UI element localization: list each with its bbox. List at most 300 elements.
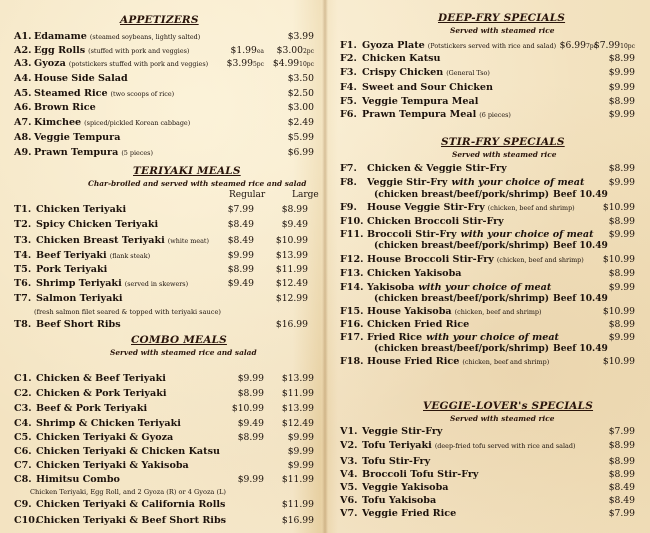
price-large (276, 263, 308, 276)
item-name-text: Sweet and Sour Chicken (362, 82, 493, 93)
meat-choice-line (374, 240, 606, 252)
item-code: F13. (340, 268, 364, 279)
menu-item (340, 162, 635, 175)
price-large (282, 514, 314, 527)
menu-item (14, 249, 314, 262)
price-large-value: $12.49 (281, 418, 314, 429)
item-name (367, 215, 507, 229)
meat-choice-text: (chicken breast/beef/pork/shrimp) (374, 189, 550, 200)
menu-item (14, 402, 314, 415)
item-name-text: Broccoli Tofu Stir-Fry (362, 469, 479, 480)
meat-choice-line (374, 293, 606, 305)
item-price (609, 318, 635, 331)
menu-item (340, 318, 635, 331)
item-price (594, 39, 635, 53)
price-large (288, 459, 314, 472)
price-regular-value: $8.99 (227, 264, 254, 275)
menu-item (340, 425, 635, 438)
item-name (362, 468, 481, 482)
menu-item (14, 87, 314, 100)
item-price (609, 267, 635, 280)
menu-item (14, 44, 314, 57)
combo-subtitle: Served with steamed rice and salad (110, 348, 257, 357)
item-name-text: Edamame (34, 31, 87, 42)
price-large (282, 387, 314, 400)
item-price (609, 176, 635, 189)
item-price-value: $9.99 (608, 229, 635, 240)
item-code: F8. (340, 177, 357, 188)
item-price-small-value: $6.99 (559, 40, 586, 51)
item-price-value: $3.00 (276, 45, 303, 56)
item-price-small (560, 39, 597, 53)
price-regular (238, 372, 264, 385)
veggie-title: VEGGIE-LOVER's SPECIALS (423, 400, 594, 412)
price-large (276, 318, 308, 331)
item-price (288, 72, 314, 86)
price-large-value: $9.99 (287, 432, 314, 443)
item-price (609, 66, 635, 80)
price-large (282, 218, 308, 231)
item-description: (fresh salmon filet seared & topped with teriyaki sauce) (34, 308, 221, 316)
item-price (609, 425, 635, 438)
item-code: C3. (14, 403, 32, 414)
item-name (34, 72, 131, 86)
menu-item (14, 131, 314, 144)
item-name-text: Chicken Teriyaki & Yakisoba (36, 460, 189, 471)
item-price-value: $3.50 (287, 73, 314, 84)
meat-choice-line (374, 189, 606, 201)
item-price (609, 439, 635, 452)
menu-item (340, 267, 635, 280)
item-name (36, 498, 225, 511)
item-note: (white meat) (167, 237, 209, 245)
item-price-value: $8.99 (608, 96, 635, 107)
item-price-value: $10.99 (602, 254, 635, 265)
item-name (36, 292, 126, 306)
item-note: (steamed soybeans, lightly salted) (89, 33, 201, 41)
item-name-text: Prawn Tempura Meal (362, 109, 477, 120)
item-name (36, 417, 181, 430)
item-price-small-unit: 5pc (252, 61, 264, 68)
item-note: (two scoops of rice) (110, 90, 175, 98)
item-note: (potstickers stuffed with pork and veggies) (68, 60, 209, 68)
price-large-value: $13.99 (281, 373, 314, 384)
price-large (282, 498, 314, 511)
price-large (282, 372, 314, 385)
item-code: T6. (14, 278, 32, 289)
item-code: C2. (14, 388, 32, 399)
item-code: F18. (340, 356, 364, 367)
price-regular-value: $9.99 (237, 373, 264, 384)
menu-item (340, 305, 635, 318)
item-price-small (227, 57, 264, 71)
item-name-text: House Broccoli Stir-Fry (367, 254, 494, 265)
item-name (36, 387, 167, 400)
item-price-value: $7.99 (593, 40, 621, 51)
item-price (603, 355, 635, 368)
item-code: F15. (340, 306, 364, 317)
item-price-value: $3.99 (287, 31, 314, 42)
meat-choice-text: (chicken breast/beef/pork/shrimp) (374, 343, 550, 354)
menu-item (14, 498, 314, 511)
menu-item (14, 431, 314, 444)
price-large-value: $9.99 (287, 446, 314, 457)
price-regular (238, 417, 264, 430)
item-note: (stuffed with pork and veggies) (88, 47, 190, 55)
menu-item (14, 72, 314, 85)
item-name-text: House Fried Rice (367, 356, 460, 367)
item-code: F11. (340, 229, 364, 240)
item-price-value: $7.99 (608, 508, 635, 519)
price-regular-value: $9.99 (237, 474, 264, 485)
item-price-small-value: $3.99 (226, 58, 253, 69)
price-regular-value: $8.99 (237, 432, 264, 443)
item-name (36, 203, 129, 217)
price-large-value: $16.99 (281, 515, 314, 526)
veggie-subtitle: Served with steamed rice (450, 414, 555, 423)
item-name (367, 253, 584, 267)
item-name-text: House Veggie Stir-Fry (367, 202, 485, 213)
item-note: (chicken, beef and shrimp) (462, 358, 550, 366)
item-price-value: $8.99 (608, 319, 635, 330)
item-note: (chicken, beef and shrimp) (496, 256, 584, 264)
item-code: V6. (340, 495, 358, 506)
item-price (603, 253, 635, 266)
item-name (362, 507, 459, 521)
menu-item (14, 292, 314, 305)
item-name (367, 162, 510, 176)
menu-item (340, 108, 635, 121)
item-name-text: Beef & Pork Teriyaki (36, 403, 148, 414)
menu-item (340, 355, 635, 368)
menu-item (14, 30, 314, 43)
item-price (609, 281, 635, 294)
menu-item (14, 372, 314, 385)
item-name-text: Chicken Broccoli Stir-Fry (367, 216, 504, 227)
item-name (367, 201, 575, 215)
item-description: Chicken Teriyaki, Egg Roll, and 2 Gyoza (R) or 4 Gyoza (L) (30, 488, 226, 496)
price-large-value: $8.99 (281, 204, 308, 215)
item-name (34, 30, 200, 44)
item-price-value: $9.99 (608, 67, 635, 78)
item-name-text: Veggie Tempura (34, 132, 121, 143)
price-large (276, 234, 308, 247)
item-price (288, 146, 314, 160)
price-large-value: $9.99 (287, 460, 314, 471)
item-price (277, 44, 314, 58)
item-code: T8. (14, 319, 32, 330)
item-code: C1. (14, 373, 32, 384)
item-code: V3. (340, 456, 358, 467)
item-name-text: Brown Rice (34, 102, 96, 113)
item-price-value: $6.99 (287, 147, 314, 158)
item-code: A8. (14, 132, 32, 143)
item-name (36, 234, 209, 248)
menu-item (340, 439, 635, 452)
item-price (609, 108, 635, 122)
item-note: (General Tso) (446, 69, 490, 77)
item-note: (6 pieces) (479, 111, 511, 119)
item-name (362, 95, 481, 109)
item-name-text: Himitsu Combo (36, 474, 120, 485)
item-name (367, 305, 542, 319)
price-regular-value: $7.99 (227, 204, 254, 215)
item-name-text: Tofu Yakisoba (362, 495, 437, 506)
item-name (34, 87, 174, 101)
item-name-text: Chicken & Pork Teriyaki (36, 388, 167, 399)
menu-item (14, 318, 314, 331)
item-price (609, 228, 635, 241)
menu-item (340, 201, 635, 214)
item-name-text: Salmon Teriyaki (36, 293, 123, 304)
price-regular-value: $9.49 (227, 278, 254, 289)
menu-item (14, 459, 314, 472)
item-code: T4. (14, 250, 32, 261)
price-large-value: $13.99 (281, 403, 314, 414)
item-name (362, 439, 575, 453)
item-name (36, 372, 166, 385)
item-code: V5. (340, 482, 358, 493)
menu-item (340, 95, 635, 108)
item-name-text: Chicken Teriyaki & Chicken Katsu (36, 446, 220, 457)
item-price-value: $9.99 (608, 177, 635, 188)
item-code: F14. (340, 282, 364, 293)
item-name (36, 473, 120, 486)
item-code: A1. (14, 31, 32, 42)
item-price-value: $8.49 (608, 495, 635, 506)
item-code: C9. (14, 499, 32, 510)
price-large-value: $11.99 (281, 388, 314, 399)
item-name-text: Veggie Stir-Fry (362, 426, 443, 437)
price-regular (228, 249, 254, 262)
menu-item (14, 263, 314, 276)
price-regular (232, 402, 264, 415)
beef-price: Beef 10.49 (553, 240, 608, 251)
item-name-text: Broccoli Stir-Fry (367, 229, 457, 240)
item-code: C10. (14, 515, 39, 526)
menu-item (14, 57, 314, 70)
price-regular (228, 277, 254, 290)
item-name (36, 263, 110, 277)
item-name (362, 52, 444, 66)
item-price (609, 215, 635, 228)
menu-item (340, 494, 635, 507)
item-name-text: Veggie Fried Rice (362, 508, 457, 519)
price-large-value: $12.49 (275, 278, 308, 289)
item-code: C8. (14, 474, 32, 485)
item-code: F2. (340, 53, 357, 64)
item-note: (served in skewers) (124, 280, 189, 288)
item-price-value: $9.99 (608, 82, 635, 93)
item-name (34, 44, 189, 58)
beef-price: Beef 10.49 (553, 343, 608, 354)
menu-item (340, 66, 635, 79)
menu-item (14, 203, 314, 216)
item-code: A3. (14, 58, 32, 69)
column-header-regular: Regular (229, 190, 266, 200)
item-name (36, 218, 161, 232)
item-price-value: $10.99 (602, 306, 635, 317)
item-name-text: Beef Short Ribs (36, 319, 121, 330)
column-header-large: Large (292, 190, 319, 200)
item-code: T2. (14, 219, 32, 230)
price-large (288, 445, 314, 458)
item-name (36, 514, 226, 527)
item-price (609, 481, 635, 494)
price-large (282, 417, 314, 430)
item-name-text: Chicken Teriyaki & Gyoza (36, 432, 174, 443)
price-regular-value: $9.99 (227, 250, 254, 261)
beef-price: Beef 10.49 (553, 293, 608, 304)
price-large-value: $11.99 (281, 499, 314, 510)
item-name (362, 481, 452, 495)
menu-item (340, 215, 635, 228)
menu-item (340, 468, 635, 481)
item-name (34, 101, 99, 115)
item-price-value: $10.99 (602, 356, 635, 367)
menu-item (14, 116, 314, 129)
item-price (609, 52, 635, 66)
item-code: C4. (14, 418, 32, 429)
item-code: V1. (340, 426, 358, 437)
item-name (34, 146, 153, 160)
item-name (367, 318, 472, 332)
item-code: F12. (340, 254, 364, 265)
menu-item (340, 81, 635, 94)
item-name-text: Chicken Teriyaki & California Rolls (36, 499, 226, 510)
price-large (282, 473, 314, 486)
item-code: F17. (340, 332, 364, 343)
price-large-value: $16.99 (275, 319, 308, 330)
item-price-small-unit: 7pc (585, 43, 597, 50)
meat-choice-text: (chicken breast/beef/pork/shrimp) (374, 240, 550, 251)
item-code: F10. (340, 216, 364, 227)
item-name-text: Chicken Teriyaki (36, 204, 127, 215)
price-large (276, 277, 308, 290)
item-name (36, 277, 188, 291)
item-name-text: Crispy Chicken (362, 67, 444, 78)
price-regular (238, 387, 264, 400)
item-choice: with your choice of meat (460, 229, 594, 240)
item-name (36, 402, 147, 415)
item-name-text: Prawn Tempura (34, 147, 119, 158)
item-code: F16. (340, 319, 364, 330)
item-code: F5. (340, 96, 357, 107)
menu-item (340, 52, 635, 65)
item-choice: with your choice of meat (451, 177, 585, 188)
item-name-text: Chicken Fried Rice (367, 319, 470, 330)
item-name-text: Veggie Yakisoba (362, 482, 449, 493)
item-price-value: $2.49 (287, 117, 314, 128)
menu-item (340, 176, 635, 189)
beef-price: Beef 10.49 (553, 189, 608, 200)
item-code: F6. (340, 109, 357, 120)
item-name-text: Chicken Yakisoba (367, 268, 462, 279)
appetizers-title: APPETIZERS (120, 14, 199, 26)
price-regular-value: $10.99 (231, 403, 264, 414)
menu-item (14, 234, 314, 247)
item-name (367, 267, 465, 281)
menu-item (14, 514, 314, 527)
item-price-unit: 10pc (299, 61, 314, 68)
item-note: (chicken, beef and shrimp) (487, 204, 575, 212)
price-regular (238, 431, 264, 444)
item-code: A2. (14, 45, 32, 56)
price-regular (228, 203, 254, 216)
item-price-value: $2.50 (287, 88, 314, 99)
price-regular-value: $8.49 (227, 235, 254, 246)
item-note: (5 pieces) (121, 149, 153, 157)
item-name (36, 445, 220, 458)
meat-choice-line (374, 343, 606, 355)
item-price-value: $9.99 (608, 332, 635, 343)
item-code: A9. (14, 147, 32, 158)
item-price-value: $8.99 (608, 268, 635, 279)
price-large (282, 203, 308, 216)
item-name-text: Veggie Stir-Fry (367, 177, 448, 188)
item-name-text: Fried Rice (367, 332, 423, 343)
item-code: C6. (14, 446, 32, 457)
item-price (609, 81, 635, 95)
item-name (362, 425, 445, 439)
item-name (362, 66, 490, 80)
item-name-text: Veggie Tempura Meal (362, 96, 479, 107)
item-note: (chicken, beef and shrimp) (454, 308, 542, 316)
item-price (609, 507, 635, 520)
price-regular (228, 218, 254, 231)
item-price-value: $10.99 (602, 202, 635, 213)
item-name-text: Chicken Teriyaki & Beef Short Ribs (36, 515, 227, 526)
item-price-value: $8.99 (608, 440, 635, 451)
stirfry-title: STIR-FRY SPECIALS (441, 136, 565, 148)
menu-item (14, 218, 314, 231)
right-column (330, 0, 650, 533)
item-price-unit: 10pc (620, 43, 635, 50)
menu-item (14, 417, 314, 430)
item-price-small (231, 44, 264, 58)
item-name (36, 459, 189, 472)
price-large-value: $11.99 (275, 264, 308, 275)
item-choice: with your choice of meat (418, 282, 552, 293)
item-price (603, 201, 635, 214)
price-large (276, 249, 308, 262)
item-name-text: House Side Salad (34, 73, 128, 84)
item-code: C5. (14, 432, 32, 443)
menu-item (14, 473, 314, 486)
item-name-text: Chicken Katsu (362, 53, 441, 64)
price-regular-value: $9.49 (237, 418, 264, 429)
item-code: A7. (14, 117, 32, 128)
stirfry-subtitle: Served with steamed rice (452, 150, 557, 159)
item-price (609, 455, 635, 468)
menu-item (14, 146, 314, 159)
item-name (34, 57, 208, 71)
item-price (609, 331, 635, 344)
item-price-small-value: $1.99 (230, 45, 257, 56)
item-note: (spiced/pickled Korean cabbage) (84, 119, 191, 127)
price-large (282, 402, 314, 415)
menu-item (340, 455, 635, 468)
item-price-small-unit: ea (256, 48, 264, 55)
item-price-value: $8.99 (608, 456, 635, 467)
item-price (609, 494, 635, 507)
item-name (367, 176, 587, 190)
item-name (362, 39, 556, 53)
price-large (276, 292, 308, 305)
item-price (609, 162, 635, 175)
item-name (36, 318, 124, 332)
menu-item (14, 445, 314, 458)
